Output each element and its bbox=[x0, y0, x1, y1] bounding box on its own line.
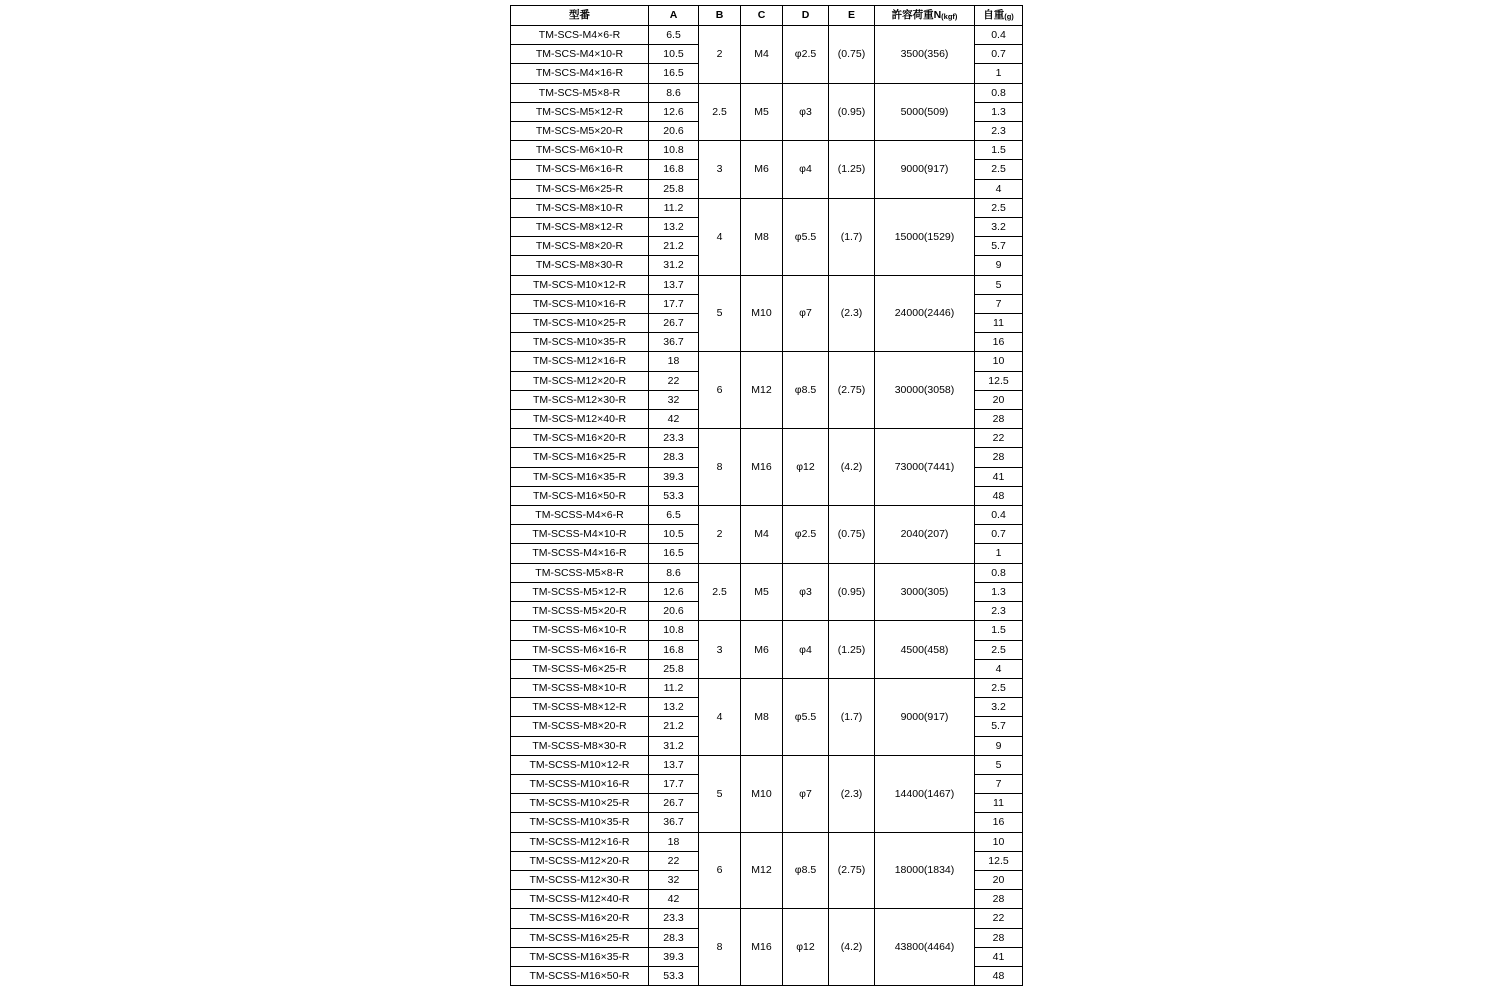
cell-model: TM-SCS-M6×10-R bbox=[511, 141, 649, 160]
cell-weight: 16 bbox=[975, 813, 1023, 832]
cell-b: 4 bbox=[699, 678, 741, 755]
cell-model: TM-SCSS-M8×20-R bbox=[511, 717, 649, 736]
cell-weight: 3.2 bbox=[975, 218, 1023, 237]
table-row bbox=[511, 198, 1023, 217]
cell-a: 10.5 bbox=[649, 45, 699, 64]
cell-e: (1.25) bbox=[829, 141, 875, 199]
cell-model: TM-SCSS-M4×10-R bbox=[511, 525, 649, 544]
column-header-label: A bbox=[669, 9, 678, 21]
cell-a: 10.8 bbox=[649, 141, 699, 160]
cell-model: TM-SCS-M16×50-R bbox=[511, 486, 649, 505]
cell-a: 39.3 bbox=[649, 467, 699, 486]
cell-a: 31.2 bbox=[649, 256, 699, 275]
cell-model: TM-SCS-M10×12-R bbox=[511, 275, 649, 294]
cell-model: TM-SCSS-M8×10-R bbox=[511, 678, 649, 697]
cell-d: φ2.5 bbox=[783, 26, 829, 84]
cell-model: TM-SCS-M6×16-R bbox=[511, 160, 649, 179]
cell-a: 12.6 bbox=[649, 582, 699, 601]
table-row bbox=[511, 506, 1023, 525]
cell-d: φ4 bbox=[783, 141, 829, 199]
column-header-label: D bbox=[801, 9, 810, 21]
cell-a: 22 bbox=[649, 851, 699, 870]
cell-model: TM-SCS-M4×10-R bbox=[511, 45, 649, 64]
cell-a: 18 bbox=[649, 832, 699, 851]
cell-model: TM-SCSS-M16×35-R bbox=[511, 947, 649, 966]
column-header-label: 型番 bbox=[569, 9, 590, 21]
cell-a: 23.3 bbox=[649, 909, 699, 928]
cell-e: (4.2) bbox=[829, 429, 875, 506]
cell-d: φ5.5 bbox=[783, 198, 829, 275]
column-header-e bbox=[829, 6, 875, 26]
cell-a: 8.6 bbox=[649, 563, 699, 582]
cell-a: 6.5 bbox=[649, 506, 699, 525]
cell-model: TM-SCS-M4×16-R bbox=[511, 64, 649, 83]
cell-a: 21.2 bbox=[649, 237, 699, 256]
cell-e: (2.75) bbox=[829, 832, 875, 909]
table-row bbox=[511, 678, 1023, 697]
cell-weight: 20 bbox=[975, 870, 1023, 889]
cell-model: TM-SCSS-M10×35-R bbox=[511, 813, 649, 832]
cell-load: 30000(3058) bbox=[875, 352, 975, 429]
cell-model: TM-SCSS-M12×20-R bbox=[511, 851, 649, 870]
cell-a: 10.8 bbox=[649, 621, 699, 640]
cell-d: φ5.5 bbox=[783, 678, 829, 755]
cell-weight: 11 bbox=[975, 314, 1023, 333]
cell-a: 26.7 bbox=[649, 314, 699, 333]
cell-model: TM-SCS-M10×16-R bbox=[511, 294, 649, 313]
cell-weight: 28 bbox=[975, 928, 1023, 947]
cell-model: TM-SCSS-M10×12-R bbox=[511, 755, 649, 774]
cell-a: 28.3 bbox=[649, 448, 699, 467]
table-row bbox=[511, 563, 1023, 582]
cell-model: TM-SCS-M12×30-R bbox=[511, 390, 649, 409]
cell-c: M16 bbox=[741, 909, 783, 986]
cell-e: (0.75) bbox=[829, 506, 875, 564]
cell-a: 12.6 bbox=[649, 102, 699, 121]
cell-weight: 7 bbox=[975, 294, 1023, 313]
cell-a: 21.2 bbox=[649, 717, 699, 736]
cell-d: φ12 bbox=[783, 429, 829, 506]
table-row bbox=[511, 352, 1023, 371]
cell-a: 32 bbox=[649, 390, 699, 409]
cell-model: TM-SCSS-M5×20-R bbox=[511, 602, 649, 621]
cell-a: 53.3 bbox=[649, 966, 699, 985]
cell-b: 6 bbox=[699, 832, 741, 909]
cell-model: TM-SCS-M5×12-R bbox=[511, 102, 649, 121]
cell-weight: 2.3 bbox=[975, 122, 1023, 141]
cell-weight: 1.5 bbox=[975, 141, 1023, 160]
cell-a: 26.7 bbox=[649, 794, 699, 813]
cell-a: 36.7 bbox=[649, 333, 699, 352]
cell-model: TM-SCSS-M6×16-R bbox=[511, 640, 649, 659]
cell-e: (0.95) bbox=[829, 563, 875, 621]
cell-weight: 28 bbox=[975, 890, 1023, 909]
cell-d: φ8.5 bbox=[783, 832, 829, 909]
cell-e: (2.3) bbox=[829, 275, 875, 352]
cell-a: 17.7 bbox=[649, 294, 699, 313]
cell-weight: 22 bbox=[975, 909, 1023, 928]
cell-load: 3000(305) bbox=[875, 563, 975, 621]
cell-b: 2.5 bbox=[699, 563, 741, 621]
cell-d: φ3 bbox=[783, 563, 829, 621]
cell-model: TM-SCS-M10×35-R bbox=[511, 333, 649, 352]
cell-model: TM-SCS-M8×10-R bbox=[511, 198, 649, 217]
column-header-weight bbox=[975, 6, 1023, 26]
cell-b: 5 bbox=[699, 755, 741, 832]
cell-load: 43800(4464) bbox=[875, 909, 975, 986]
cell-weight: 1 bbox=[975, 64, 1023, 83]
cell-b: 5 bbox=[699, 275, 741, 352]
cell-c: M16 bbox=[741, 429, 783, 506]
table-row bbox=[511, 755, 1023, 774]
cell-weight: 4 bbox=[975, 659, 1023, 678]
cell-weight: 9 bbox=[975, 256, 1023, 275]
cell-model: TM-SCSS-M12×30-R bbox=[511, 870, 649, 889]
cell-weight: 0.7 bbox=[975, 45, 1023, 64]
cell-model: TM-SCS-M5×8-R bbox=[511, 83, 649, 102]
cell-weight: 0.8 bbox=[975, 83, 1023, 102]
cell-b: 4 bbox=[699, 198, 741, 275]
cell-a: 20.6 bbox=[649, 602, 699, 621]
cell-weight: 0.4 bbox=[975, 506, 1023, 525]
cell-model: TM-SCSS-M5×8-R bbox=[511, 563, 649, 582]
cell-e: (0.75) bbox=[829, 26, 875, 84]
cell-weight: 10 bbox=[975, 352, 1023, 371]
cell-model: TM-SCS-M12×16-R bbox=[511, 352, 649, 371]
cell-d: φ12 bbox=[783, 909, 829, 986]
cell-weight: 1.3 bbox=[975, 582, 1023, 601]
cell-weight: 1.3 bbox=[975, 102, 1023, 121]
cell-d: φ2.5 bbox=[783, 506, 829, 564]
cell-model: TM-SCSS-M6×10-R bbox=[511, 621, 649, 640]
cell-model: TM-SCSS-M5×12-R bbox=[511, 582, 649, 601]
cell-weight: 20 bbox=[975, 390, 1023, 409]
specification-table bbox=[510, 5, 1023, 986]
cell-model: TM-SCS-M16×35-R bbox=[511, 467, 649, 486]
column-header-d bbox=[783, 6, 829, 26]
cell-a: 6.5 bbox=[649, 26, 699, 45]
cell-a: 22 bbox=[649, 371, 699, 390]
column-header-c bbox=[741, 6, 783, 26]
cell-model: TM-SCS-M8×30-R bbox=[511, 256, 649, 275]
cell-load: 9000(917) bbox=[875, 141, 975, 199]
cell-weight: 28 bbox=[975, 448, 1023, 467]
cell-model: TM-SCSS-M16×25-R bbox=[511, 928, 649, 947]
cell-a: 8.6 bbox=[649, 83, 699, 102]
cell-e: (1.7) bbox=[829, 678, 875, 755]
table-row bbox=[511, 141, 1023, 160]
cell-load: 5000(509) bbox=[875, 83, 975, 141]
cell-d: φ3 bbox=[783, 83, 829, 141]
table-row bbox=[511, 429, 1023, 448]
cell-model: TM-SCS-M6×25-R bbox=[511, 179, 649, 198]
cell-a: 17.7 bbox=[649, 774, 699, 793]
cell-weight: 0.4 bbox=[975, 26, 1023, 45]
cell-b: 6 bbox=[699, 352, 741, 429]
column-header-a bbox=[649, 6, 699, 26]
column-header-label: 許容荷重N bbox=[891, 9, 942, 21]
cell-a: 11.2 bbox=[649, 198, 699, 217]
column-header-unit: (g) bbox=[1004, 12, 1014, 21]
column-header-label: C bbox=[757, 9, 766, 21]
cell-load: 18000(1834) bbox=[875, 832, 975, 909]
cell-c: M6 bbox=[741, 141, 783, 199]
cell-model: TM-SCS-M12×40-R bbox=[511, 410, 649, 429]
cell-e: (4.2) bbox=[829, 909, 875, 986]
cell-model: TM-SCS-M4×6-R bbox=[511, 26, 649, 45]
cell-a: 39.3 bbox=[649, 947, 699, 966]
cell-weight: 41 bbox=[975, 947, 1023, 966]
cell-weight: 16 bbox=[975, 333, 1023, 352]
cell-model: TM-SCSS-M16×50-R bbox=[511, 966, 649, 985]
cell-c: M4 bbox=[741, 26, 783, 84]
cell-b: 2 bbox=[699, 506, 741, 564]
cell-e: (1.7) bbox=[829, 198, 875, 275]
cell-model: TM-SCSS-M4×6-R bbox=[511, 506, 649, 525]
cell-load: 4500(458) bbox=[875, 621, 975, 679]
cell-weight: 2.5 bbox=[975, 678, 1023, 697]
cell-weight: 2.5 bbox=[975, 198, 1023, 217]
cell-a: 18 bbox=[649, 352, 699, 371]
cell-weight: 5.7 bbox=[975, 237, 1023, 256]
table-body bbox=[511, 26, 1023, 986]
cell-weight: 1 bbox=[975, 544, 1023, 563]
cell-c: M12 bbox=[741, 832, 783, 909]
cell-model: TM-SCS-M8×20-R bbox=[511, 237, 649, 256]
cell-a: 42 bbox=[649, 410, 699, 429]
table-row bbox=[511, 832, 1023, 851]
cell-weight: 0.8 bbox=[975, 563, 1023, 582]
cell-load: 9000(917) bbox=[875, 678, 975, 755]
cell-a: 13.2 bbox=[649, 218, 699, 237]
cell-c: M8 bbox=[741, 198, 783, 275]
cell-model: TM-SCS-M16×25-R bbox=[511, 448, 649, 467]
cell-model: TM-SCSS-M8×12-R bbox=[511, 698, 649, 717]
cell-weight: 3.2 bbox=[975, 698, 1023, 717]
cell-d: φ4 bbox=[783, 621, 829, 679]
cell-e: (2.3) bbox=[829, 755, 875, 832]
cell-c: M4 bbox=[741, 506, 783, 564]
cell-weight: 5 bbox=[975, 755, 1023, 774]
cell-a: 16.8 bbox=[649, 640, 699, 659]
table-row bbox=[511, 26, 1023, 45]
cell-model: TM-SCSS-M12×16-R bbox=[511, 832, 649, 851]
cell-model: TM-SCSS-M16×20-R bbox=[511, 909, 649, 928]
column-header-load bbox=[875, 6, 975, 26]
cell-d: φ7 bbox=[783, 755, 829, 832]
cell-a: 53.3 bbox=[649, 486, 699, 505]
cell-weight: 48 bbox=[975, 486, 1023, 505]
cell-a: 20.6 bbox=[649, 122, 699, 141]
cell-weight: 7 bbox=[975, 774, 1023, 793]
cell-a: 11.2 bbox=[649, 678, 699, 697]
cell-b: 3 bbox=[699, 621, 741, 679]
cell-weight: 0.7 bbox=[975, 525, 1023, 544]
cell-a: 25.8 bbox=[649, 659, 699, 678]
header-row bbox=[511, 6, 1023, 26]
cell-load: 3500(356) bbox=[875, 26, 975, 84]
cell-b: 2 bbox=[699, 26, 741, 84]
cell-a: 13.7 bbox=[649, 275, 699, 294]
cell-c: M10 bbox=[741, 755, 783, 832]
cell-weight: 2.3 bbox=[975, 602, 1023, 621]
cell-weight: 2.5 bbox=[975, 640, 1023, 659]
cell-c: M6 bbox=[741, 621, 783, 679]
cell-model: TM-SCSS-M8×30-R bbox=[511, 736, 649, 755]
cell-b: 8 bbox=[699, 909, 741, 986]
cell-model: TM-SCSS-M10×16-R bbox=[511, 774, 649, 793]
cell-a: 16.8 bbox=[649, 160, 699, 179]
cell-weight: 9 bbox=[975, 736, 1023, 755]
cell-weight: 22 bbox=[975, 429, 1023, 448]
column-header-model bbox=[511, 6, 649, 26]
cell-model: TM-SCS-M5×20-R bbox=[511, 122, 649, 141]
cell-a: 13.2 bbox=[649, 698, 699, 717]
cell-weight: 12.5 bbox=[975, 371, 1023, 390]
cell-a: 31.2 bbox=[649, 736, 699, 755]
cell-a: 10.5 bbox=[649, 525, 699, 544]
cell-c: M5 bbox=[741, 563, 783, 621]
cell-load: 2040(207) bbox=[875, 506, 975, 564]
cell-weight: 1.5 bbox=[975, 621, 1023, 640]
cell-weight: 11 bbox=[975, 794, 1023, 813]
column-header-label: E bbox=[847, 9, 855, 21]
cell-model: TM-SCS-M16×20-R bbox=[511, 429, 649, 448]
cell-e: (1.25) bbox=[829, 621, 875, 679]
cell-a: 36.7 bbox=[649, 813, 699, 832]
cell-a: 42 bbox=[649, 890, 699, 909]
cell-b: 8 bbox=[699, 429, 741, 506]
cell-model: TM-SCSS-M4×16-R bbox=[511, 544, 649, 563]
cell-weight: 48 bbox=[975, 966, 1023, 985]
cell-model: TM-SCSS-M6×25-R bbox=[511, 659, 649, 678]
cell-model: TM-SCS-M8×12-R bbox=[511, 218, 649, 237]
cell-load: 15000(1529) bbox=[875, 198, 975, 275]
cell-load: 14400(1467) bbox=[875, 755, 975, 832]
cell-e: (2.75) bbox=[829, 352, 875, 429]
table-header bbox=[511, 6, 1023, 26]
cell-model: TM-SCSS-M12×40-R bbox=[511, 890, 649, 909]
cell-c: M10 bbox=[741, 275, 783, 352]
table-row bbox=[511, 621, 1023, 640]
cell-weight: 28 bbox=[975, 410, 1023, 429]
cell-c: M12 bbox=[741, 352, 783, 429]
spec-table-container bbox=[510, 5, 1023, 986]
cell-a: 25.8 bbox=[649, 179, 699, 198]
cell-load: 73000(7441) bbox=[875, 429, 975, 506]
cell-a: 16.5 bbox=[649, 544, 699, 563]
cell-a: 32 bbox=[649, 870, 699, 889]
cell-b: 3 bbox=[699, 141, 741, 199]
cell-a: 28.3 bbox=[649, 928, 699, 947]
column-header-label: 自重 bbox=[983, 9, 1005, 21]
cell-weight: 41 bbox=[975, 467, 1023, 486]
cell-d: φ7 bbox=[783, 275, 829, 352]
cell-model: TM-SCS-M12×20-R bbox=[511, 371, 649, 390]
column-header-label: B bbox=[715, 9, 724, 21]
table-row bbox=[511, 275, 1023, 294]
cell-c: M5 bbox=[741, 83, 783, 141]
cell-weight: 5.7 bbox=[975, 717, 1023, 736]
cell-a: 13.7 bbox=[649, 755, 699, 774]
cell-model: TM-SCSS-M10×25-R bbox=[511, 794, 649, 813]
cell-d: φ8.5 bbox=[783, 352, 829, 429]
cell-a: 16.5 bbox=[649, 64, 699, 83]
cell-weight: 12.5 bbox=[975, 851, 1023, 870]
cell-a: 23.3 bbox=[649, 429, 699, 448]
cell-load: 24000(2446) bbox=[875, 275, 975, 352]
table-row bbox=[511, 909, 1023, 928]
cell-weight: 4 bbox=[975, 179, 1023, 198]
column-header-unit: (kgf) bbox=[941, 12, 958, 21]
cell-b: 2.5 bbox=[699, 83, 741, 141]
cell-weight: 5 bbox=[975, 275, 1023, 294]
column-header-b bbox=[699, 6, 741, 26]
table-row bbox=[511, 83, 1023, 102]
cell-weight: 2.5 bbox=[975, 160, 1023, 179]
cell-weight: 10 bbox=[975, 832, 1023, 851]
cell-model: TM-SCS-M10×25-R bbox=[511, 314, 649, 333]
cell-c: M8 bbox=[741, 678, 783, 755]
cell-e: (0.95) bbox=[829, 83, 875, 141]
